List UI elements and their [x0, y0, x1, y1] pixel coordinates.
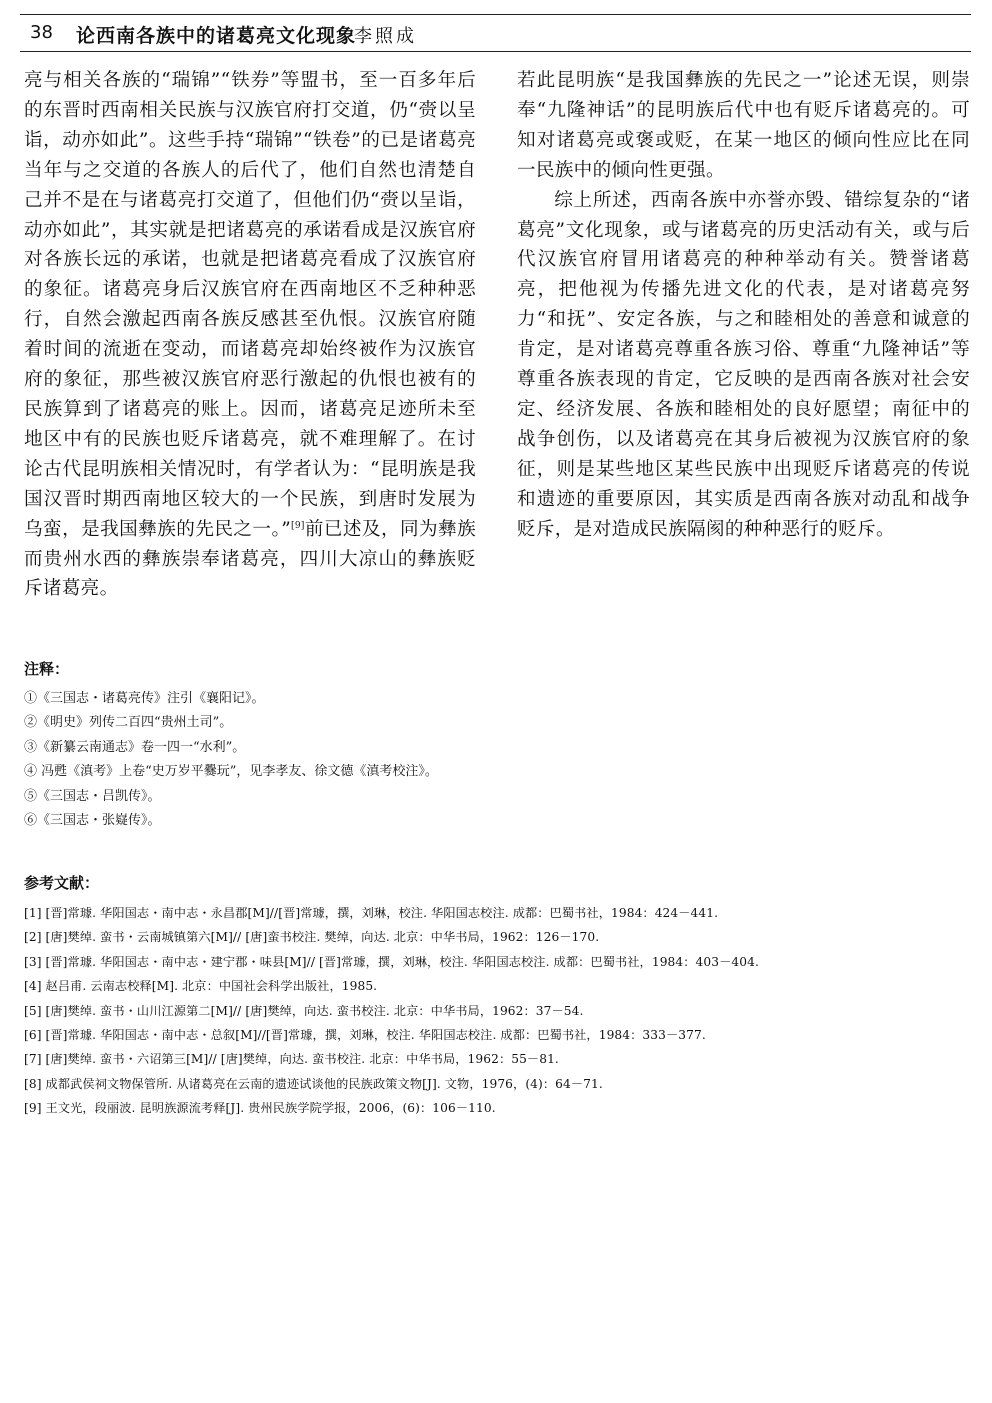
- paragraph-text: 亮与相关各族的“瑞锦”“铁券”等盟书，至一百多年后的东晋时西南相关民族与汉族官府打交道，仍“赍以呈诣，动亦如此”。这些手持“瑞锦”“铁卷”的已是诸葛亮当年与之交道的各族人的后代了，他们自然也清楚自己并不是在与诸葛亮打交道了，但他们仍“赍以呈诣，动亦如此”，其实就是把诸葛亮的承诺看成是汉族官府对各族长远的承诺，也就是把诸葛亮看成了汉族官府的象征。诸葛亮身后汉族官府在西南地区不乏种种恶行，自然会激起西南各族反感甚至仇恨。汉族官府随着时间的流逝在变动，而诸葛亮却始终被作为汉族官府的象征，那些被汉族官府恶行激起的仇恨也被有的民族算到了诸葛亮的账上。因而，诸葛亮足迹所未至地区中有的民族也贬斥诸葛亮，就不难理解了。在讨论古代昆明族相关情况时，有学者认为：“昆明族是我国汉晋时期西南地区较大的一个民族，到唐时发展为乌蛮，是我国彝族的先民之一。”: [24, 70, 476, 540]
- paragraph-text: 前已述及，同为彝族而贵州水西的彝族崇奉诸葛亮，四川大凉山的彝族贬斥诸葛亮。: [24, 518, 476, 600]
- reference-item: [7] [唐]樊绰. 蛮书・六诏第三[M]// [唐]樊绰，向达. 蛮书校注. 北京：中华书局，1962：55－81.: [24, 1052, 559, 1067]
- note-item: ④ 冯甦《滇考》上卷“史万岁平爨玩”，见李孝友、徐文德《滇考校注》。: [24, 764, 438, 780]
- paragraph: 综上所述，西南各族中亦誉亦毁、错综复杂的“诸葛亮”文化现象，或与诸葛亮的历史活动有关，或与后代汉族官府冒用诸葛亮的种种举动有关。赞誉诸葛亮，把他视为传播先进文化的代表，是对诸葛亮努力“和抚”、安定各族，与之和睦相处的善意和诚意的肯定，是对诸葛亮尊重各族习俗、尊重“九隆神话”等尊重各族表现的肯定，它反映的是西南各族对社会安定、经济发展、各族和睦相处的良好愿望；南征中的战争创伤，以及诸葛亮在其身后被视为汉族官府的象征，则是某些地区某些民族中出现贬斥诸葛亮的传说和遗迹的重要原因，其实质是西南各族对动乱和战争贬斥，是对造成民族隔阂的种种恶行的贬斥。: [517, 189, 970, 540]
- author-name: 李照成: [354, 26, 417, 47]
- references-heading: 参考文献：: [24, 874, 100, 892]
- note-item: ⑥《三国志・张嶷传》。: [24, 813, 161, 829]
- reference-item: [3] [晋]常璩. 华阳国志・南中志・建宁郡・味县[M]// [晋]常璩，撰，刘琳，校注. 华阳国志校注. 成都：巴蜀书社，1984：403－404.: [24, 954, 759, 969]
- body-column-left: [24, 66, 476, 604]
- paragraph: [24, 66, 476, 604]
- notes-heading: 注释：: [24, 660, 70, 678]
- note-item: ③《新纂云南通志》卷一四一“水利”。: [24, 739, 246, 755]
- citation-marker: [9]: [291, 520, 305, 531]
- note-item: ①《三国志・诸葛亮传》注引《襄阳记》。: [24, 691, 265, 706]
- reference-item: [1] [晋]常璩. 华阳国志・南中志・永昌郡[M]//[晋]常璩，撰，刘琳，校注. 华阳国志校注. 成都：巴蜀书社，1984：424－441.: [24, 906, 719, 920]
- reference-item: [4] 赵吕甫. 云南志校释[M]. 北京：中国社会科学出版社，1985.: [24, 979, 378, 994]
- article-title: 论西南各族中的诸葛亮文化现象: [76, 25, 357, 47]
- reference-item: [8] 成都武侯祠文物保管所. 从诸葛亮在云南的遗迹试谈他的民族政策文物[J]. 文物，1976，(4)：64－71.: [24, 1076, 603, 1091]
- page-number: 38: [30, 22, 53, 43]
- paragraph: 若此昆明族“是我国彝族的先民之一”论述无误，则崇奉“九隆神话”的昆明族后代中也有贬斥诸葛亮的。可知对诸葛亮或褒或贬，在某一地区的倾向性应比在同一民族中的倾向性更强。: [517, 70, 970, 181]
- note-item: ②《明史》列传二百四“贵州土司”。: [24, 715, 233, 731]
- references-section: [24, 872, 974, 1121]
- reference-item: [2] [唐]樊绰. 蛮书・云南城镇第六[M]// [唐]蛮书校注. 樊绰，向达. 北京：中华书局，1962：126－170.: [24, 930, 600, 945]
- body-column-right: [517, 66, 970, 545]
- notes-section: [24, 658, 964, 833]
- note-item: ⑤《三国志・吕凯传》。: [24, 788, 161, 804]
- reference-item: [6] [晋]常璩. 华阳国志・南中志・总叙[M]//[晋]常璩，撰，刘琳，校注. 华阳国志校注. 成都：巴蜀书社，1984：333－377.: [24, 1028, 706, 1043]
- reference-item: [5] [唐]樊绰. 蛮书・山川江源第二[M]// [唐]樊绰，向达. 蛮书校注. 北京：中华书局，1962：37－54.: [24, 1003, 584, 1018]
- running-header: [20, 14, 971, 52]
- reference-item: [9] 王文光，段丽波. 昆明族源流考释[J]. 贵州民族学院学报，2006，(6)：106－110.: [24, 1101, 496, 1116]
